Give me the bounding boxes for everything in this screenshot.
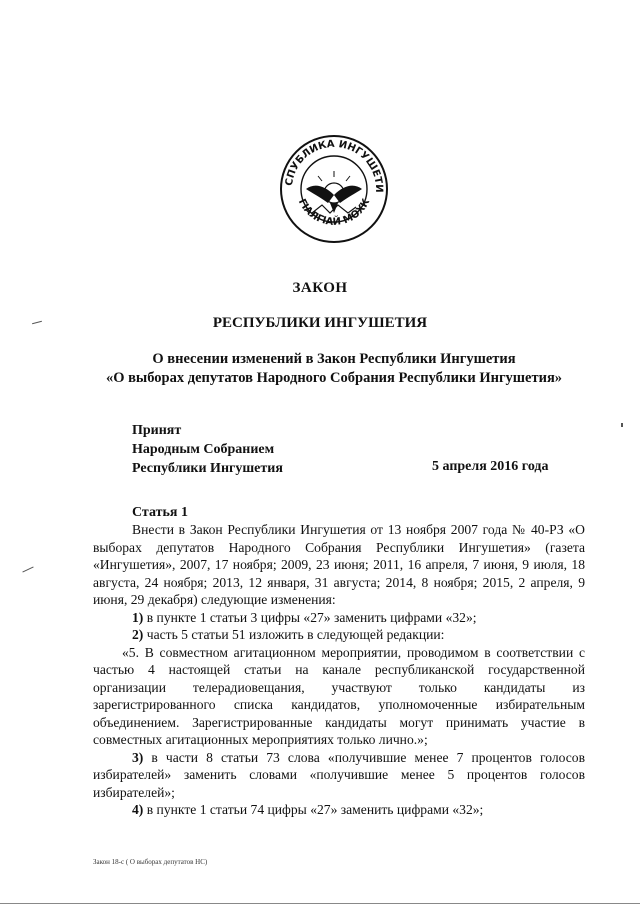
item-text: «5. В совместном агитационном мероприятии, проводимом в соответствии с частью 4 настоящей статьи на канале республиканской государственной организации телерадиовещания, участвуют только кандидаты из зарегистрированного списка кандидатов, уполномоченные избирательным объединением. Зарегистрированные кандидаты могут принимать участие в совместных агитационных мероприятиях только лично.»; (93, 644, 585, 747)
scan-mark (621, 423, 623, 427)
seal-text-bottom: ГІАЛГІАЙ МОХК (295, 197, 373, 229)
scan-mark (22, 567, 33, 573)
seal-text-top: СПУБЛИКА ИНГУШЕТИ (284, 138, 385, 193)
document-footer: Закон 18-с ( О выборах депутатов НС) (93, 858, 208, 866)
subtitle-line-2: «О выборах депутатов Народного Собрания Республики Ингушетия» (105, 370, 563, 386)
list-item (93, 644, 585, 749)
item-text: в пункте 1 статьи 74 цифры «27» заменить цифрами «32»; (143, 802, 484, 817)
article-body (93, 521, 585, 819)
article-heading: Статья 1 (132, 505, 188, 520)
adoption-line-3: Республики Ингушетия (132, 461, 283, 476)
adoption-block (132, 421, 283, 478)
list-item (93, 626, 585, 644)
scan-edge-line (0, 903, 640, 904)
item-text: в части 8 статьи 73 слова «получившие менее 7 процентов голосов избирателей» заменить словами «получившие менее 5 процентов голосов избирателей»; (93, 749, 585, 800)
coat-of-arms-icon (278, 133, 390, 245)
document-type: ЗАКОН (292, 280, 348, 296)
adoption-line-1: Принят (132, 423, 182, 438)
list-item (93, 749, 585, 802)
list-item (93, 609, 585, 627)
document-issuer: РЕСПУБЛИКИ ИНГУШЕТИЯ (212, 315, 428, 331)
adoption-date: 5 апреля 2016 года (432, 459, 549, 474)
list-item (93, 801, 585, 819)
document-subtitle (0, 350, 640, 388)
adoption-line-2: Народным Собранием (132, 442, 275, 457)
item-number: 4) (132, 802, 144, 817)
item-number: 2) (132, 627, 144, 642)
item-text: часть 5 статьи 51 изложить в следующей редакции: (143, 627, 445, 642)
item-text: в пункте 1 статьи 3 цифры «27» заменить цифрами «32»; (143, 609, 477, 625)
item-number: 3) (132, 749, 144, 765)
subtitle-line-1: О внесении изменений в Закон Республики Ингушетия (152, 351, 516, 367)
article-intro: Внести в Закон Республики Ингушетия от 13 ноября 2007 года № 40-РЗ «О выборах депутатов Народного Собрания Республики Ингушетия» (газета «Ингушетия», 2007, 17 ноября; 2009, 23 июня; 2011, 16 апреля, 7 июня, 9 июля, 18 августа, 24 ноября; 2013, 12 января, 31 августа; 2014, 8 ноября; 2015, 2 апреля, 9 июня, 29 декабря) следующие изменения: (93, 522, 585, 607)
item-number: 1) (132, 609, 144, 625)
